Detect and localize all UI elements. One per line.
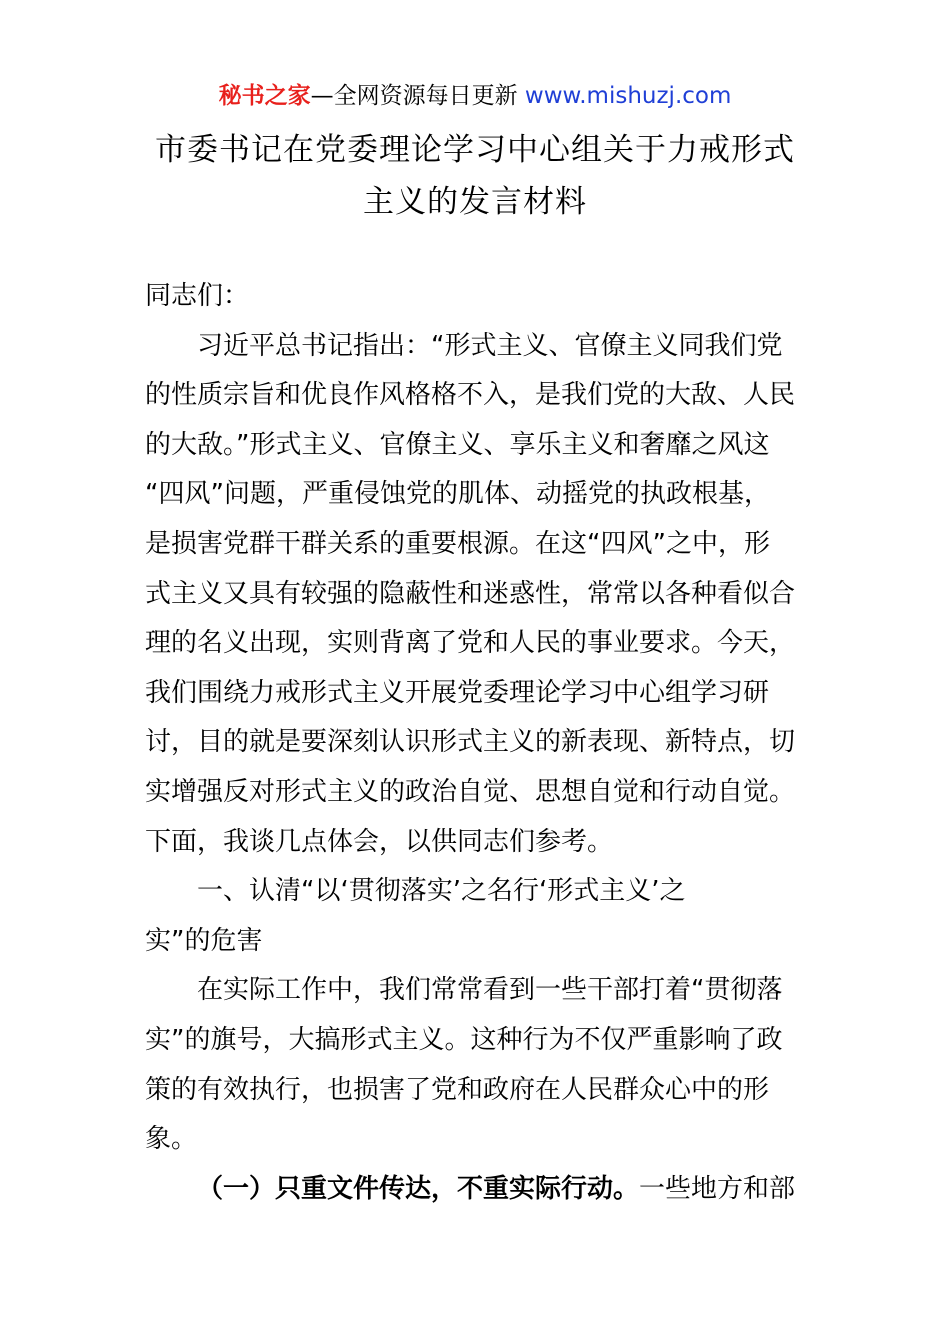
- paragraph-line: 理的名义出现，实则背离了党和人民的事业要求。今天，: [145, 628, 796, 659]
- paragraph-line: 在实际工作中，我们常常看到一些干部打着“贯彻落: [197, 975, 783, 1006]
- paragraph-line: “四风”问题，严重侵蚀党的肌体、动摇党的执政根基，: [145, 479, 770, 510]
- section-heading-line: 一、认清“以‘贯彻落实’之名行‘形式主义’之: [197, 876, 686, 907]
- site-url[interactable]: www.mishuzj.com: [524, 83, 732, 109]
- paragraph-line: 习近平总书记指出：“形式主义、官僚主义同我们党: [197, 330, 783, 361]
- paragraph-line: 实”的旗号，大搞形式主义。这种行为不仅严重影响了政: [145, 1024, 783, 1055]
- paragraph-line: 的性质宗旨和优良作风格格不入，是我们党的大敌、人民: [145, 380, 796, 411]
- brand-name: 秘书之家: [218, 83, 311, 109]
- paragraph-line: 的大敌。”形式主义、官僚主义、享乐主义和奢靡之风这: [145, 429, 770, 460]
- subsection-heading: （一）只重文件传达，不重实际行动。: [197, 1173, 640, 1204]
- salutation: 同志们：: [145, 281, 250, 311]
- site-header: [0, 80, 950, 112]
- subsection-text: 一些地方和部: [639, 1173, 796, 1204]
- paragraph-line: 讨，目的就是要深刻认识形式主义的新表现、新特点，切: [145, 727, 796, 758]
- section-heading-line: 实”的危害: [145, 925, 263, 956]
- paragraph-line: 我们围绕力戒形式主义开展党委理论学习中心组学习研: [145, 677, 770, 708]
- document-body: [145, 272, 810, 1214]
- paragraph-line: 下面，我谈几点体会，以供同志们参考。: [145, 826, 614, 857]
- document-title: [100, 124, 850, 228]
- title-line-2: 主义的发言材料: [363, 184, 587, 220]
- header-tagline: —全网资源每日更新: [310, 83, 525, 109]
- paragraph-line: 象。: [145, 1124, 198, 1155]
- paragraph-line: 是损害党群干群关系的重要根源。在这“四风”之中，形: [145, 528, 770, 559]
- paragraph-line: 实增强反对形式主义的政治自觉、思想自觉和行动自觉。: [145, 776, 796, 807]
- title-line-1: 市委书记在党委理论学习中心组关于力戒形式: [155, 132, 795, 168]
- subsection-line: [145, 1165, 810, 1215]
- paragraph-line: 式主义又具有较强的隐蔽性和迷惑性，常常以各种看似合: [145, 578, 796, 609]
- paragraph-line: 策的有效执行，也损害了党和政府在人民群众心中的形: [145, 1074, 770, 1105]
